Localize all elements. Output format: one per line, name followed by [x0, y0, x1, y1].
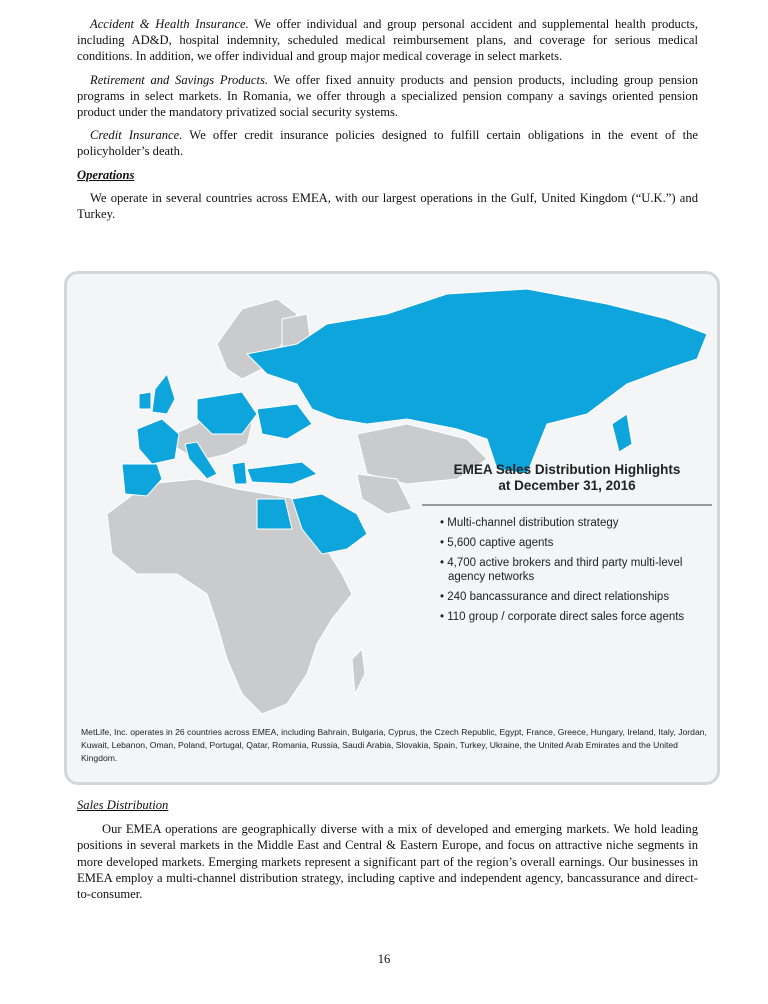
figure-footnote: MetLife, Inc. operates in 26 countries across EMEA, including Bahrain, Bulgaria, Cyprus, the Czech Republic, Egypt, France, Greece, Hungary, Ireland, Italy, Jordan, Kuwait, Lebanon, Oman, Poland, Portugal, Qatar, Romania, Russia, Saudi Arabia, Slovakia, Spain, Turkey, Ukraine, the United Arab Emirates and the United Kingdom. [81, 727, 707, 763]
map-uk [152, 374, 175, 414]
map-ireland [139, 392, 151, 409]
paragraph-retirement: Retirement and Savings Products. We offer fixed annuity products and pension products, including group pension programs in select markets. In Romania, we offer through a specialized pension company a savings oriented pension product under the mandatory privatized social security systems. [77, 72, 698, 120]
highlight-item: • Multi-channel distribution strategy [440, 516, 712, 530]
page-number: 16 [377, 952, 391, 966]
highlights-list [422, 516, 712, 624]
sales-heading: Sales Distribution [77, 798, 169, 812]
operations-heading: Operations [77, 167, 135, 182]
operations-paragraph: We operate in several countries across EMEA, with our largest operations in the Gulf, United Kingdom (“U.K.”) and Turkey. [77, 190, 698, 222]
map-japan-sakhalin [612, 414, 632, 452]
highlight-item: • 110 group / corporate direct sales force agents [440, 610, 712, 624]
map-ukraine [257, 404, 312, 439]
highlights-divider [422, 504, 712, 506]
paragraph-credit: Credit Insurance. We offer credit insurance policies designed to fulfill certain obligations in the event of the policyholder’s death. [77, 128, 698, 159]
highlights-panel [422, 462, 712, 630]
highlight-item: • 240 bancassurance and direct relationships [440, 590, 712, 604]
paragraph-accident-health: Accident & Health Insurance. We offer individual and group personal accident and supplemental health products, including AD&D, hospital indemnity, scheduled medical reimbursement plans, and coverage for serious medical conditions. In addition, we offer individual and group major medical coverage in select markets. [77, 17, 698, 64]
emea-figure [64, 271, 720, 785]
highlights-title: EMEA Sales Distribution Highlights at December 31, 2016 [453, 462, 681, 493]
sales-distribution-section [77, 797, 698, 902]
map-russia [247, 289, 707, 474]
map-turkey [247, 462, 317, 484]
body-text [77, 16, 698, 229]
map-madagascar [352, 649, 365, 694]
highlight-item: • 5,600 captive agents [440, 536, 712, 550]
sales-paragraph: Our EMEA operations are geographically diverse with a mix of developed and emerging markets. We hold leading positions in several markets in the Middle East and Central & Eastern Europe, and focus on attractive niche segments in more developed markets. Emerging markets represent a significant part of the region’s overall earnings. Our businesses in EMEA employ a multi-channel distribution strategy, including captive and independent agency, bancassurance and direct-to-consumer. [77, 822, 698, 902]
map-france [137, 419, 179, 464]
map-greece [232, 462, 247, 484]
highlight-item: • 4,700 active brokers and third party multi-level agency networks [440, 556, 712, 584]
